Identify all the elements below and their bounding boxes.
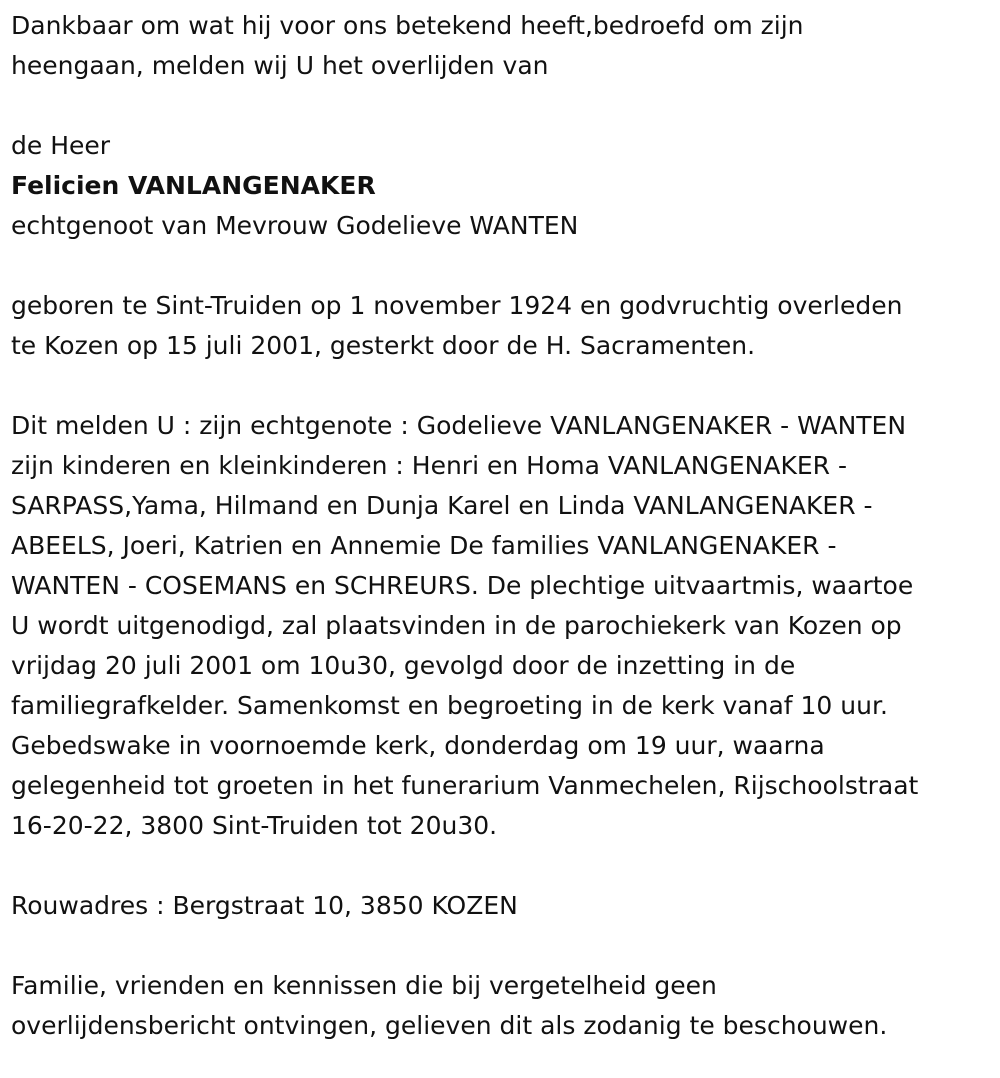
spacer — [11, 846, 996, 886]
spacer — [11, 366, 996, 406]
birth-death-line: te Kozen op 15 juli 2001, gesterkt door de H. Sacramenten. — [11, 331, 756, 360]
announcement-line: WANTEN - COSEMANS en SCHREURS. De plechtige uitvaartmis, waartoe — [11, 571, 914, 600]
announcement-line: zijn kinderen en kleinkinderen : Henri en Homa VANLANGENAKER - — [11, 451, 847, 480]
intro-paragraph — [11, 6, 996, 86]
intro-line: Dankbaar om wat hij voor ons betekend heeft,bedroefd om zijn — [11, 11, 804, 40]
announcement-line: Gebedswake in voornoemde kerk, donderdag om 19 uur, waarna — [11, 731, 825, 760]
closing-line: Familie, vrienden en kennissen die bij vergetelheid geen — [11, 971, 717, 1000]
spouse-line: echtgenoot van Mevrouw Godelieve WANTEN — [11, 211, 579, 240]
announcement-line: SARPASS,Yama, Hilmand en Dunja Karel en Linda VANLANGENAKER - — [11, 491, 873, 520]
birth-death-paragraph — [11, 286, 996, 366]
announcement-line: 16-20-22, 3800 Sint-Truiden tot 20u30. — [11, 811, 498, 840]
deceased-block — [11, 126, 996, 246]
mourning-address: Rouwadres : Bergstraat 10, 3850 KOZEN — [11, 891, 518, 920]
honorific-title: de Heer — [11, 131, 111, 160]
announcement-line: gelegenheid tot groeten in het funerarium Vanmechelen, Rijschoolstraat — [11, 771, 919, 800]
announcement-line: familiegrafkelder. Samenkomst en begroeting in de kerk vanaf 10 uur. — [11, 691, 888, 720]
spacer — [11, 86, 996, 126]
announcement-line: U wordt uitgenodigd, zal plaatsvinden in de parochiekerk van Kozen op — [11, 611, 902, 640]
spacer — [11, 246, 996, 286]
announcement-line: ABEELS, Joeri, Katrien en Annemie De families VANLANGENAKER - — [11, 531, 837, 560]
spacer — [11, 926, 996, 966]
announcement-line: vrijdag 20 juli 2001 om 10u30, gevolgd door de inzetting in de — [11, 651, 796, 680]
deceased-name: Felicien VANLANGENAKER — [11, 171, 376, 200]
announcement-line: Dit melden U : zijn echtgenote : Godelieve VANLANGENAKER - WANTEN — [11, 411, 907, 440]
obituary-document — [11, 6, 996, 1046]
closing-paragraph — [11, 966, 996, 1046]
birth-death-line: geboren te Sint-Truiden op 1 november 1924 en godvruchtig overleden — [11, 291, 903, 320]
announcement-paragraph — [11, 406, 996, 846]
intro-line: heengaan, melden wij U het overlijden van — [11, 51, 549, 80]
closing-line: overlijdensbericht ontvingen, gelieven dit als zodanig te beschouwen. — [11, 1011, 888, 1040]
